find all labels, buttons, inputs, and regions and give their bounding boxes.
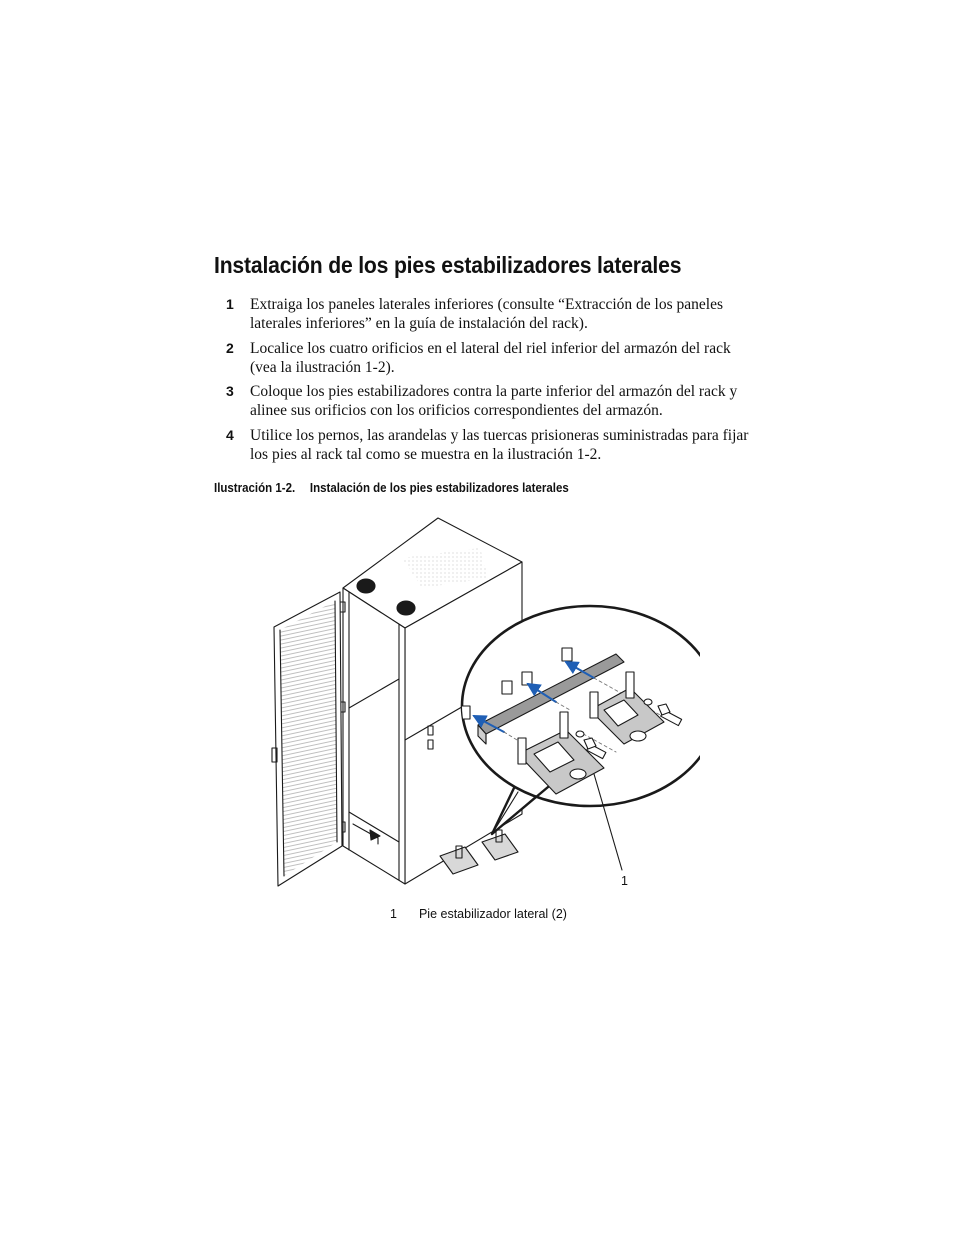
step-number: 4 — [226, 427, 234, 443]
callout-number: 1 — [621, 874, 628, 888]
rack-door — [272, 592, 342, 886]
step-number: 2 — [226, 340, 234, 356]
step-text: Localice los cuatro orificios en el lateral del riel inferior del armazón del rack (vea la ilustración 1-2). — [250, 340, 731, 376]
rack-stabilizer-illustration — [260, 512, 700, 897]
legend-number: 1 — [390, 907, 397, 921]
step-text: Utilice los pernos, las arandelas y las tuercas prisioneras suministradas para fijar los pies al rack tal como se muestra en la ilustración 1-2. — [250, 427, 749, 463]
step-number: 1 — [226, 296, 234, 312]
step-text: Coloque los pies estabilizadores contra la parte inferior del armazón del rack y alinee sus orificios con los orificios correspondientes del armazón. — [250, 383, 738, 419]
page-title: Instalación de los pies estabilizadores laterales — [214, 252, 682, 278]
figure-title: Instalación de los pies estabilizadores laterales — [309, 481, 569, 495]
figure-caption — [214, 481, 569, 495]
figure-label: Ilustración 1-2. — [214, 481, 296, 495]
legend-text: Pie estabilizador lateral (2) — [418, 907, 567, 921]
step-number: 3 — [226, 383, 234, 399]
figure-legend — [390, 907, 567, 921]
step-text: Extraiga los paneles laterales inferiores (consulte “Extracción de los paneles laterales inferiores” en la guía de instalación del rack). — [250, 296, 723, 332]
